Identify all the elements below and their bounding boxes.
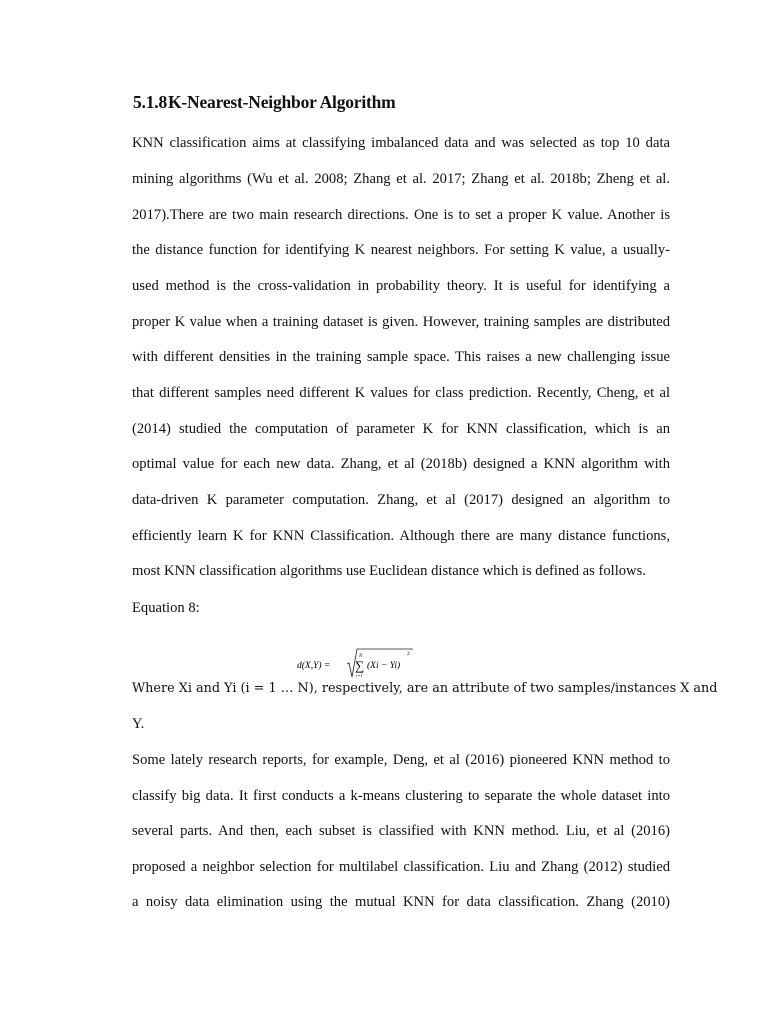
sum-symbol: ∑ (355, 658, 365, 673)
paragraph-1-line: data-driven K parameter computation. Zhang, et al (2017) designed an algorithm to (132, 492, 670, 508)
paragraph-1-line: that different samples need different K values for class prediction. Recently, Cheng, et al (132, 385, 670, 401)
paragraph-2-line: proposed a neighbor selection for multilabel classification. Liu and Zhang (2012) studied (132, 859, 670, 875)
equation-label: Equation 8: (132, 600, 200, 616)
paragraph-1-line: optimal value for each new data. Zhang, et al (2018b) designed a KNN algorithm with (132, 456, 670, 472)
section-number: 5.1.8 (133, 92, 168, 112)
formula-lhs: d(X,Y) = (297, 661, 331, 671)
paragraph-1-line: mining algorithms (Wu et al. 2008; Zhang et al. 2017; Zhang et al. 2018b; Zheng et al. (132, 171, 670, 187)
paragraph-2-line: Some lately research reports, for example, Deng, et al (2016) pioneered KNN method to (132, 752, 670, 768)
formula-exponent: 2 (407, 651, 410, 657)
paragraph-2-line: classify big data. It first conducts a k-means clustering to separate the whole dataset into (132, 788, 670, 804)
paragraph-1-line: KNN classification aims at classifying imbalanced data and was selected as top 10 data (132, 135, 670, 151)
equation-explanation-line: Where Xi and Yi (i = 1 … N), respectively, are an attribute of two samples/instances X and (132, 681, 718, 696)
paragraph-2-line: a noisy data elimination using the mutual KNN for data classification. Zhang (2010) (132, 894, 670, 910)
formula-term: (Xi − Yi) (367, 661, 401, 671)
formula-graphic (296, 644, 426, 684)
equation-explanation-line: Y. (132, 716, 145, 732)
paragraph-1-line: efficiently learn K for KNN Classification. Although there are many distance functions, (132, 528, 670, 544)
section-heading (133, 92, 396, 113)
paragraph-1-line: 2017).There are two main research directions. One is to set a proper K value. Another is (132, 207, 670, 223)
paragraph-1-line: with different densities in the training sample space. This raises a new challenging issue (132, 349, 670, 365)
section-title: K-Nearest-Neighbor Algorithm (168, 92, 396, 112)
paragraph-1-line: the distance function for identifying K nearest neighbors. For setting K value, a usually- (132, 242, 670, 258)
paragraph-1-line: most KNN classification algorithms use Euclidean distance which is defined as follows. (132, 563, 646, 579)
paragraph-1-line: proper K value when a training dataset is given. However, training samples are distributed (132, 314, 670, 330)
paragraph-2-line: several parts. And then, each subset is classified with KNN method. Liu, et al (2016) (132, 823, 670, 839)
sum-upper-limit: N (359, 654, 363, 659)
sum-lower-limit: i=1 (356, 673, 363, 678)
euclidean-distance-formula (296, 644, 426, 684)
paragraph-1-line: (2014) studied the computation of parameter K for KNN classification, which is an (132, 421, 670, 437)
paragraph-1-line: used method is the cross-validation in probability theory. It is useful for identifying a (132, 278, 670, 294)
